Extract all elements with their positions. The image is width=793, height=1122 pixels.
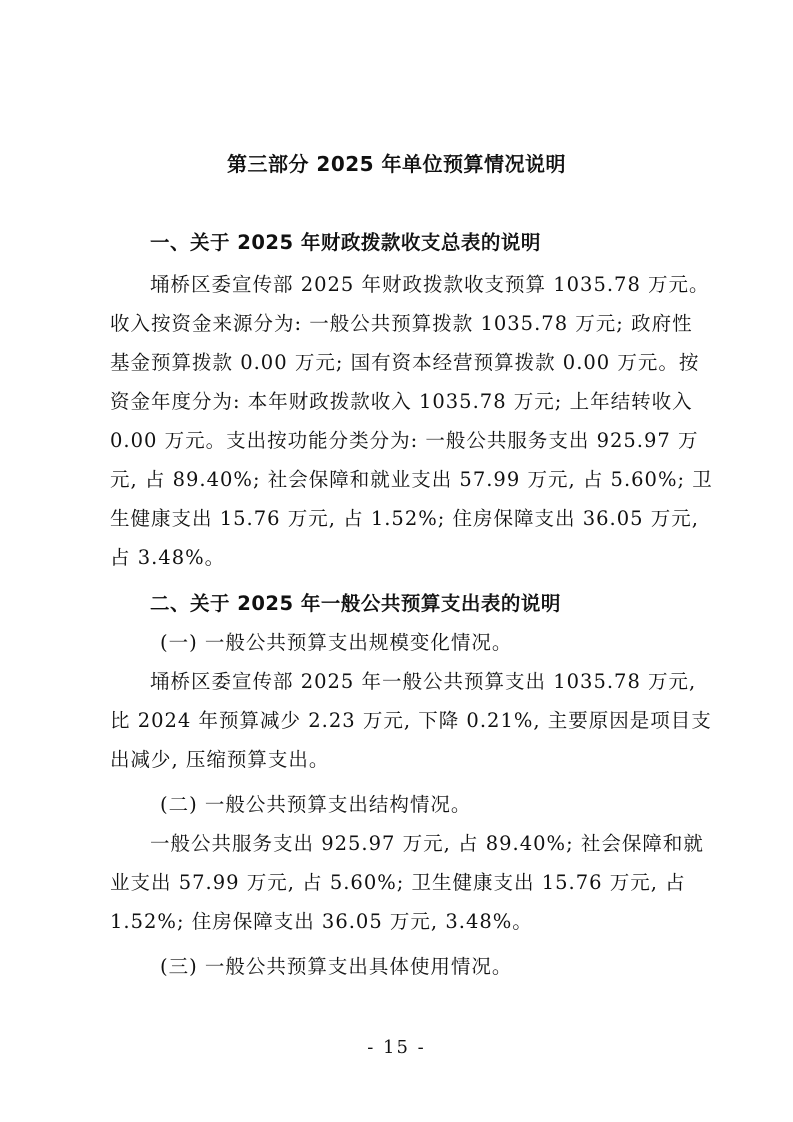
page-number: - 15 - (367, 1037, 426, 1058)
paragraph-line: 资金年度分为: 本年财政拨款收入 1035.78 万元; 上年结转收入 (110, 390, 693, 413)
paragraph-line: 埇桥区委宣传部 2025 年财政拨款收支预算 1035.78 万元。 (150, 273, 710, 296)
paragraph-line: 业支出 57.99 万元, 占 5.60%; 卫生健康支出 15.76 万元, 占 (110, 871, 686, 894)
paragraph-line: 比 2024 年预算减少 2.23 万元, 下降 0.21%, 主要原因是项目支 (110, 709, 712, 732)
paragraph-line: 出减少, 压缩预算支出。 (110, 748, 330, 771)
paragraph-line: 0.00 万元。支出按功能分类分为: 一般公共服务支出 925.97 万 (110, 429, 699, 452)
paragraph-line: 1.52%; 住房保障支出 36.05 万元, 3.48%。 (110, 910, 533, 933)
section-1-heading: 一、关于 2025 年财政拨款收支总表的说明 (150, 231, 541, 254)
paragraph-line: 收入按资金来源分为: 一般公共预算拨款 1035.78 万元; 政府性 (110, 312, 693, 335)
subsection-1-heading: (一) 一般公共预算支出规模变化情况。 (160, 631, 513, 654)
paragraph-line: 基金预算拨款 0.00 万元; 国有资本经营预算拨款 0.00 万元。按 (110, 351, 700, 374)
section-2-heading: 二、关于 2025 年一般公共预算支出表的说明 (150, 592, 561, 615)
page-title: 第三部分 2025 年单位预算情况说明 (226, 152, 567, 176)
paragraph-line: 占 3.48%。 (110, 546, 226, 569)
subsection-3-heading: (三) 一般公共预算支出具体使用情况。 (160, 955, 513, 978)
paragraph-line: 元, 占 89.40%; 社会保障和就业支出 57.99 万元, 占 5.60%; 卫 (110, 468, 713, 491)
subsection-2-heading: (二) 一般公共预算支出结构情况。 (160, 793, 472, 816)
paragraph-line: 生健康支出 15.76 万元, 占 1.52%; 住房保障支出 36.05 万元, (110, 507, 699, 530)
paragraph-line: 一般公共服务支出 925.97 万元, 占 89.40%; 社会保障和就 (150, 832, 704, 855)
paragraph-line: 埇桥区委宣传部 2025 年一般公共预算支出 1035.78 万元, (150, 670, 697, 693)
